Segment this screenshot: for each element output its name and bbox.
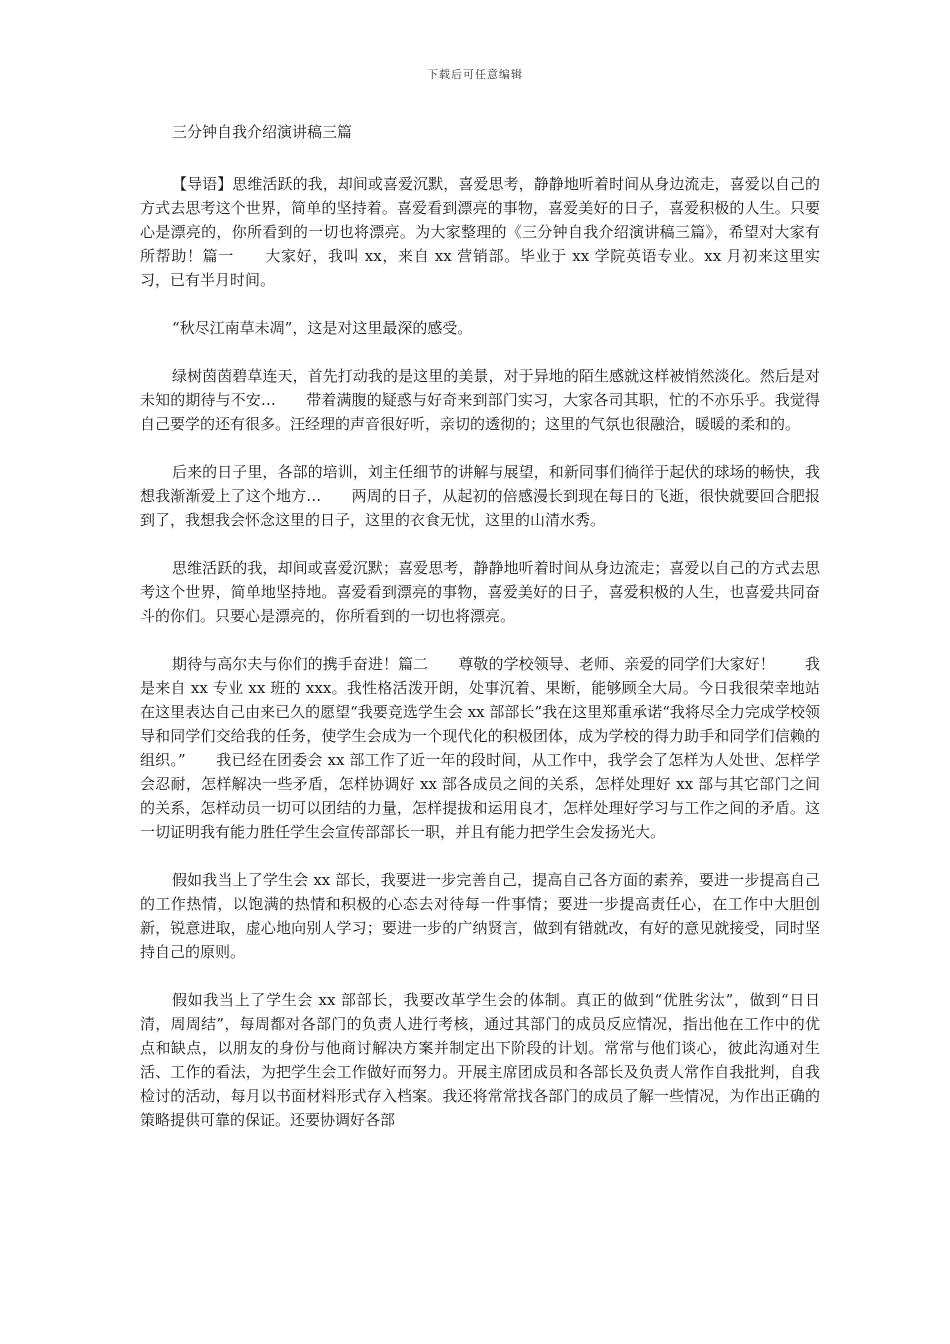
paragraph-improvement: 假如我当上了学生会 xx 部长，我要进一步完善自己，提高自己各方面的素养，要进一步提高自己的工作热情，以饱满的热情和积极的心态去对待每一件事情；要进一步提高责任心，在工作中大胆创新，锐意进取，虚心地向别人学习；要进一步的广纳贤言，做到有错就改，有好的意见就接受，同时坚持自己的原则。	[140, 871, 820, 961]
paragraph-personality: 思维活跃的我，却间或喜爱沉默；喜爱思考，静静地听着时间从身边流走；喜爱以自己的方式去思考这个世界，简单地坚持地。喜爱看到漂亮的事物，喜爱美好的日子，喜爱积极的人生，也喜爱共同奋斗的你们。只要心是漂亮的，你所看到的一切也将漂亮。	[140, 559, 820, 625]
document-title: 三分钟自我介绍演讲稿三篇	[172, 123, 353, 141]
paragraph-intro: 【导语】思维活跃的我，却间或喜爱沉默，喜爱思考，静静地听着时间从身边流走，喜爱以自己的方式去思考这个世界，简单的坚持着。喜爱看到漂亮的事物，喜爱美好的日子，喜爱积极的人生。只要心是漂亮的，你所看到的一切也将漂亮。为大家整理的《三分钟自我介绍演讲稿三篇》，希望对大家有所帮助！篇一 大家好，我叫 xx，来自 xx 营销部。毕业于 xx 学院英语专业。xx 月初来这里实习，已有半月时间。	[140, 175, 820, 289]
header-note: 下载后可任意编辑	[427, 68, 523, 81]
paragraph-scenery: 绿树茵茵碧草连天，首先打动我的是这里的美景，对于异地的陌生感就这样被悄然淡化。然后是对未知的期待与不安… 带着满腹的疑惑与好奇来到部门实习，大家各司其职，忙的不亦乐乎。我觉得自己要学的还有很多。汪经理的声音很好听，亲切的透彻的；这里的气氛也很融洽，暖暖的柔和的。	[140, 367, 820, 433]
paragraph-quote: “秋尽江南草未凋”，这是对这里最深的感受。	[172, 319, 473, 337]
paragraph-reform: 假如我当上了学生会 xx 部部长，我要改革学生会的体制。真正的做到“优胜劣汰”，做到“日日清，周周结”，每周都对各部门的负责人进行考核，通过其部门的成员反应情况，指出他在工作中的优点和缺点，以朋友的身份与他商讨解决方案并制定出下阶段的计划。常常与他们谈心，彼此沟通对生活、工作的看法，为把学生会工作做好而努力。开展主席团成员和各部长及负责人常作自我批判，自我检讨的活动，每月以书面材料形式存入档案。我还将常常找各部门的成员了解一些情况，为作出正确的策略提供可靠的保证。还要协调好各部	[140, 991, 820, 1129]
document-body	[140, 120, 820, 1156]
paragraph-speech-two: 期待与高尔夫与你们的携手奋进！篇二 尊敬的学校领导、老师、亲爱的同学们大家好！ 我是来自 xx 专业 xx 班的 xxx。我性格活泼开朗，处事沉着、果断，能够顾全大局。今日我很荣幸地站在这里表达自己由来已久的愿望“我要竞选学生会 xx 部部长”我在这里郑重承诺“我将尽全力完成学校领导和同学们交给我的任务，使学生会成为一个现代化的积极团体，成为学校的得力助手和同学们信赖的组织。” 我已经在团委会 xx 部工作了近一年的段时间，从工作中，我学会了怎样为人处世、怎样学会忍耐，怎样解决一些矛盾，怎样协调好 xx 部各成员之间的关系，怎样处理好 xx 部与其它部门之间的关系，怎样动员一切可以团结的力量，怎样提拔和运用良才，怎样处理好学习与工作之间的矛盾。这一切证明我有能力胜任学生会宣传部部长一职，并且有能力把学生会发扬光大。	[140, 655, 820, 841]
paragraph-days: 后来的日子里，各部的培训，刘主任细节的讲解与展望，和新同事们徜徉于起伏的球场的畅快，我想我渐渐爱上了这个地方… 两周的日子，从起初的倍感漫长到现在每日的飞逝，很快就要回合肥报到了，我想我会怀念这里的日子，这里的衣食无忧，这里的山清水秀。	[140, 463, 820, 529]
